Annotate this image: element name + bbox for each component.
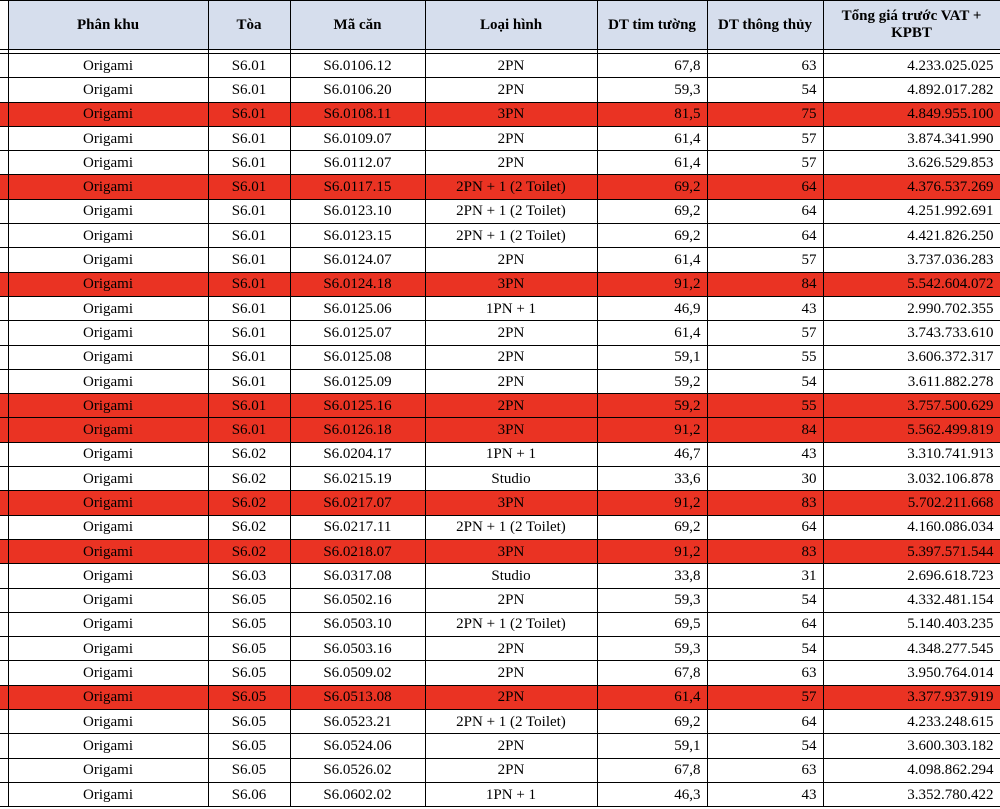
cell-price: 3.377.937.919	[823, 685, 1000, 709]
cell-type: 1PN + 1	[425, 442, 597, 466]
cell-unit: S6.0117.15	[290, 175, 425, 199]
row-gap-cell	[0, 612, 8, 636]
row-gap-cell	[0, 418, 8, 442]
cell-zone: Origami	[8, 78, 208, 102]
cell-tower: S6.02	[208, 442, 290, 466]
row-gap-cell	[0, 661, 8, 685]
cell-tower: S6.05	[208, 734, 290, 758]
cell-zone: Origami	[8, 782, 208, 806]
row-gap-cell	[0, 54, 8, 78]
cell-price: 5.397.571.544	[823, 539, 1000, 563]
cell-price: 5.542.604.072	[823, 272, 1000, 296]
row-gap-cell	[0, 467, 8, 491]
row-gap-cell	[0, 637, 8, 661]
row-gap-cell	[0, 782, 8, 806]
header-tower: Tòa	[208, 1, 290, 50]
cell-price: 3.743.733.610	[823, 321, 1000, 345]
cell-price: 2.990.702.355	[823, 296, 1000, 320]
row-gap-cell	[0, 272, 8, 296]
cell-zone: Origami	[8, 588, 208, 612]
cell-area-clear: 63	[707, 758, 823, 782]
cell-type: 2PN	[425, 248, 597, 272]
row-gap-cell	[0, 175, 8, 199]
cell-area-clear: 54	[707, 369, 823, 393]
cell-area-clear: 57	[707, 151, 823, 175]
cell-type: 1PN + 1	[425, 296, 597, 320]
table-row	[0, 394, 1000, 418]
table-row	[0, 102, 1000, 126]
cell-unit: S6.0523.21	[290, 710, 425, 734]
cell-area-wall: 67,8	[597, 758, 707, 782]
cell-price: 4.892.017.282	[823, 78, 1000, 102]
cell-unit: S6.0125.08	[290, 345, 425, 369]
cell-area-wall: 61,4	[597, 126, 707, 150]
cell-area-wall: 67,8	[597, 54, 707, 78]
cell-unit: S6.0503.16	[290, 637, 425, 661]
cell-zone: Origami	[8, 224, 208, 248]
cell-tower: S6.01	[208, 272, 290, 296]
cell-tower: S6.05	[208, 637, 290, 661]
cell-tower: S6.06	[208, 782, 290, 806]
cell-price: 3.310.741.913	[823, 442, 1000, 466]
table-row	[0, 442, 1000, 466]
cell-area-clear: 43	[707, 442, 823, 466]
header-gap-cell	[0, 1, 8, 50]
cell-area-wall: 91,2	[597, 539, 707, 563]
cell-area-wall: 69,2	[597, 199, 707, 223]
cell-unit: S6.0106.12	[290, 54, 425, 78]
cell-tower: S6.02	[208, 467, 290, 491]
row-gap-cell	[0, 515, 8, 539]
cell-area-wall: 59,3	[597, 588, 707, 612]
cell-area-clear: 75	[707, 102, 823, 126]
cell-area-wall: 59,3	[597, 78, 707, 102]
cell-area-wall: 46,9	[597, 296, 707, 320]
cell-unit: S6.0509.02	[290, 661, 425, 685]
cell-area-clear: 55	[707, 345, 823, 369]
cell-price: 5.562.499.819	[823, 418, 1000, 442]
table-row	[0, 296, 1000, 320]
cell-price: 4.251.992.691	[823, 199, 1000, 223]
cell-area-wall: 69,2	[597, 710, 707, 734]
cell-zone: Origami	[8, 467, 208, 491]
cell-area-clear: 54	[707, 637, 823, 661]
cell-unit: S6.0524.06	[290, 734, 425, 758]
cell-zone: Origami	[8, 248, 208, 272]
cell-type: 2PN	[425, 151, 597, 175]
cell-area-clear: 64	[707, 515, 823, 539]
cell-zone: Origami	[8, 515, 208, 539]
cell-price: 3.737.036.283	[823, 248, 1000, 272]
cell-tower: S6.01	[208, 126, 290, 150]
table-row	[0, 539, 1000, 563]
cell-unit: S6.0108.11	[290, 102, 425, 126]
cell-zone: Origami	[8, 296, 208, 320]
cell-area-clear: 30	[707, 467, 823, 491]
cell-area-wall: 59,1	[597, 345, 707, 369]
table-row	[0, 564, 1000, 588]
cell-type: 2PN	[425, 637, 597, 661]
row-gap-cell	[0, 224, 8, 248]
row-gap-cell	[0, 78, 8, 102]
cell-unit: S6.0215.19	[290, 467, 425, 491]
cell-type: 2PN	[425, 345, 597, 369]
cell-type: 2PN	[425, 685, 597, 709]
cell-tower: S6.05	[208, 661, 290, 685]
cell-price: 4.332.481.154	[823, 588, 1000, 612]
cell-unit: S6.0106.20	[290, 78, 425, 102]
cell-unit: S6.0123.15	[290, 224, 425, 248]
row-gap-cell	[0, 321, 8, 345]
cell-tower: S6.02	[208, 491, 290, 515]
row-gap-cell	[0, 685, 8, 709]
cell-zone: Origami	[8, 734, 208, 758]
cell-price: 4.849.955.100	[823, 102, 1000, 126]
cell-zone: Origami	[8, 394, 208, 418]
cell-area-clear: 57	[707, 685, 823, 709]
cell-area-wall: 59,3	[597, 637, 707, 661]
cell-area-wall: 33,8	[597, 564, 707, 588]
cell-type: 2PN	[425, 661, 597, 685]
cell-price: 3.874.341.990	[823, 126, 1000, 150]
cell-zone: Origami	[8, 199, 208, 223]
row-gap-cell	[0, 345, 8, 369]
cell-area-wall: 46,7	[597, 442, 707, 466]
row-gap-cell	[0, 758, 8, 782]
table-row	[0, 588, 1000, 612]
cell-type: 2PN	[425, 588, 597, 612]
cell-area-wall: 61,4	[597, 248, 707, 272]
cell-zone: Origami	[8, 418, 208, 442]
cell-price: 3.626.529.853	[823, 151, 1000, 175]
cell-tower: S6.05	[208, 710, 290, 734]
cell-area-wall: 91,2	[597, 418, 707, 442]
cell-area-clear: 54	[707, 588, 823, 612]
table-row	[0, 175, 1000, 199]
cell-price: 4.233.025.025	[823, 54, 1000, 78]
table-row	[0, 126, 1000, 150]
cell-area-wall: 69,2	[597, 175, 707, 199]
cell-area-wall: 91,2	[597, 272, 707, 296]
table-row	[0, 758, 1000, 782]
cell-type: 3PN	[425, 491, 597, 515]
row-gap-cell	[0, 102, 8, 126]
table-row	[0, 612, 1000, 636]
table-row	[0, 345, 1000, 369]
table-row	[0, 734, 1000, 758]
cell-zone: Origami	[8, 126, 208, 150]
cell-area-clear: 64	[707, 199, 823, 223]
cell-area-wall: 46,3	[597, 782, 707, 806]
cell-area-clear: 57	[707, 321, 823, 345]
cell-price: 3.757.500.629	[823, 394, 1000, 418]
cell-unit: S6.0123.10	[290, 199, 425, 223]
cell-area-clear: 43	[707, 782, 823, 806]
cell-zone: Origami	[8, 661, 208, 685]
table-row	[0, 710, 1000, 734]
cell-type: Studio	[425, 564, 597, 588]
cell-price: 5.140.403.235	[823, 612, 1000, 636]
cell-area-wall: 59,2	[597, 369, 707, 393]
row-gap-cell	[0, 588, 8, 612]
table-row	[0, 199, 1000, 223]
row-gap-cell	[0, 734, 8, 758]
cell-type: 2PN + 1 (2 Toilet)	[425, 224, 597, 248]
table-row	[0, 54, 1000, 78]
cell-unit: S6.0513.08	[290, 685, 425, 709]
cell-unit: S6.0502.16	[290, 588, 425, 612]
cell-area-clear: 83	[707, 539, 823, 563]
cell-zone: Origami	[8, 685, 208, 709]
cell-tower: S6.01	[208, 102, 290, 126]
cell-unit: S6.0109.07	[290, 126, 425, 150]
cell-tower: S6.01	[208, 199, 290, 223]
row-gap-cell	[0, 539, 8, 563]
cell-type: 2PN	[425, 78, 597, 102]
cell-area-clear: 63	[707, 54, 823, 78]
cell-tower: S6.01	[208, 151, 290, 175]
table-row	[0, 467, 1000, 491]
table-row	[0, 782, 1000, 806]
cell-tower: S6.01	[208, 54, 290, 78]
cell-price: 2.696.618.723	[823, 564, 1000, 588]
cell-area-clear: 63	[707, 661, 823, 685]
cell-type: 2PN	[425, 369, 597, 393]
cell-unit: S6.0317.08	[290, 564, 425, 588]
row-gap-cell	[0, 491, 8, 515]
cell-tower: S6.01	[208, 418, 290, 442]
cell-zone: Origami	[8, 564, 208, 588]
cell-price: 3.352.780.422	[823, 782, 1000, 806]
cell-area-clear: 84	[707, 418, 823, 442]
cell-tower: S6.01	[208, 394, 290, 418]
table-row	[0, 321, 1000, 345]
table-row	[0, 637, 1000, 661]
cell-area-clear: 64	[707, 612, 823, 636]
cell-tower: S6.01	[208, 345, 290, 369]
row-gap-cell	[0, 394, 8, 418]
cell-zone: Origami	[8, 272, 208, 296]
header-row	[0, 1, 1000, 50]
row-gap-cell	[0, 199, 8, 223]
cell-zone: Origami	[8, 612, 208, 636]
row-gap-cell	[0, 296, 8, 320]
table-row	[0, 151, 1000, 175]
row-gap-cell	[0, 710, 8, 734]
cell-zone: Origami	[8, 345, 208, 369]
cell-area-clear: 57	[707, 126, 823, 150]
header-price: Tổng giá trước VAT + KPBT	[823, 1, 1000, 50]
cell-area-wall: 61,4	[597, 685, 707, 709]
row-gap-cell	[0, 248, 8, 272]
table-row	[0, 78, 1000, 102]
cell-tower: S6.01	[208, 321, 290, 345]
cell-area-wall: 91,2	[597, 491, 707, 515]
table-row	[0, 272, 1000, 296]
cell-zone: Origami	[8, 54, 208, 78]
cell-zone: Origami	[8, 102, 208, 126]
cell-zone: Origami	[8, 637, 208, 661]
cell-area-clear: 54	[707, 734, 823, 758]
cell-area-wall: 69,2	[597, 224, 707, 248]
cell-price: 3.606.372.317	[823, 345, 1000, 369]
cell-price: 4.233.248.615	[823, 710, 1000, 734]
cell-zone: Origami	[8, 758, 208, 782]
cell-price: 3.600.303.182	[823, 734, 1000, 758]
row-gap-cell	[0, 369, 8, 393]
cell-unit: S6.0503.10	[290, 612, 425, 636]
table-row	[0, 418, 1000, 442]
cell-price: 4.376.537.269	[823, 175, 1000, 199]
cell-unit: S6.0218.07	[290, 539, 425, 563]
cell-area-wall: 59,1	[597, 734, 707, 758]
cell-area-wall: 67,8	[597, 661, 707, 685]
cell-type: 2PN	[425, 758, 597, 782]
cell-type: 2PN + 1 (2 Toilet)	[425, 515, 597, 539]
table-row	[0, 369, 1000, 393]
row-gap-cell	[0, 151, 8, 175]
cell-type: 1PN + 1	[425, 782, 597, 806]
cell-unit: S6.0526.02	[290, 758, 425, 782]
cell-zone: Origami	[8, 539, 208, 563]
cell-area-clear: 43	[707, 296, 823, 320]
cell-area-wall: 69,5	[597, 612, 707, 636]
header-unit: Mã căn	[290, 1, 425, 50]
cell-zone: Origami	[8, 151, 208, 175]
cell-type: 2PN	[425, 394, 597, 418]
cell-tower: S6.01	[208, 369, 290, 393]
cell-unit: S6.0124.18	[290, 272, 425, 296]
cell-unit: S6.0217.07	[290, 491, 425, 515]
cell-price: 4.348.277.545	[823, 637, 1000, 661]
cell-unit: S6.0124.07	[290, 248, 425, 272]
cell-type: Studio	[425, 467, 597, 491]
cell-zone: Origami	[8, 175, 208, 199]
row-gap-cell	[0, 564, 8, 588]
cell-type: 3PN	[425, 102, 597, 126]
cell-tower: S6.01	[208, 248, 290, 272]
cell-price: 4.421.826.250	[823, 224, 1000, 248]
cell-type: 2PN	[425, 734, 597, 758]
cell-price: 3.032.106.878	[823, 467, 1000, 491]
table-row	[0, 248, 1000, 272]
cell-unit: S6.0125.16	[290, 394, 425, 418]
cell-unit: S6.0217.11	[290, 515, 425, 539]
cell-area-clear: 55	[707, 394, 823, 418]
header-zone: Phân khu	[8, 1, 208, 50]
cell-area-wall: 81,5	[597, 102, 707, 126]
cell-unit: S6.0112.07	[290, 151, 425, 175]
cell-type: 2PN	[425, 54, 597, 78]
cell-tower: S6.05	[208, 758, 290, 782]
cell-area-clear: 64	[707, 710, 823, 734]
cell-unit: S6.0602.02	[290, 782, 425, 806]
table-row	[0, 661, 1000, 685]
cell-price: 3.611.882.278	[823, 369, 1000, 393]
cell-unit: S6.0204.17	[290, 442, 425, 466]
cell-type: 2PN + 1 (2 Toilet)	[425, 612, 597, 636]
table-row	[0, 515, 1000, 539]
cell-area-clear: 64	[707, 175, 823, 199]
cell-area-clear: 54	[707, 78, 823, 102]
cell-price: 4.160.086.034	[823, 515, 1000, 539]
cell-unit: S6.0126.18	[290, 418, 425, 442]
cell-unit: S6.0125.07	[290, 321, 425, 345]
cell-unit: S6.0125.09	[290, 369, 425, 393]
cell-type: 3PN	[425, 272, 597, 296]
cell-tower: S6.05	[208, 588, 290, 612]
cell-area-wall: 59,2	[597, 394, 707, 418]
cell-tower: S6.01	[208, 175, 290, 199]
cell-price: 5.702.211.668	[823, 491, 1000, 515]
header-type: Loại hình	[425, 1, 597, 50]
cell-type: 2PN + 1 (2 Toilet)	[425, 199, 597, 223]
cell-type: 2PN	[425, 126, 597, 150]
cell-zone: Origami	[8, 442, 208, 466]
table-body	[0, 50, 1000, 807]
cell-zone: Origami	[8, 710, 208, 734]
cell-zone: Origami	[8, 491, 208, 515]
cell-price: 3.950.764.014	[823, 661, 1000, 685]
cell-zone: Origami	[8, 369, 208, 393]
header-area-wall: DT tim tường	[597, 1, 707, 50]
cell-tower: S6.01	[208, 78, 290, 102]
row-gap-cell	[0, 442, 8, 466]
cell-type: 3PN	[425, 418, 597, 442]
cell-tower: S6.03	[208, 564, 290, 588]
row-gap-cell	[0, 126, 8, 150]
cell-area-wall: 61,4	[597, 151, 707, 175]
table-row	[0, 491, 1000, 515]
cell-type: 2PN + 1 (2 Toilet)	[425, 710, 597, 734]
cell-area-wall: 61,4	[597, 321, 707, 345]
cell-tower: S6.01	[208, 224, 290, 248]
cell-tower: S6.05	[208, 685, 290, 709]
cell-area-clear: 31	[707, 564, 823, 588]
header-area-clear: DT thông thủy	[707, 1, 823, 50]
table-row	[0, 224, 1000, 248]
cell-tower: S6.02	[208, 539, 290, 563]
cell-tower: S6.02	[208, 515, 290, 539]
cell-type: 2PN + 1 (2 Toilet)	[425, 175, 597, 199]
cell-area-clear: 64	[707, 224, 823, 248]
table-row	[0, 685, 1000, 709]
cell-area-wall: 69,2	[597, 515, 707, 539]
cell-tower: S6.01	[208, 296, 290, 320]
cell-unit: S6.0125.06	[290, 296, 425, 320]
cell-area-wall: 33,6	[597, 467, 707, 491]
cell-area-clear: 57	[707, 248, 823, 272]
cell-type: 2PN	[425, 321, 597, 345]
cell-area-clear: 83	[707, 491, 823, 515]
cell-zone: Origami	[8, 321, 208, 345]
cell-tower: S6.05	[208, 612, 290, 636]
cell-price: 4.098.862.294	[823, 758, 1000, 782]
cell-area-clear: 84	[707, 272, 823, 296]
cell-type: 3PN	[425, 539, 597, 563]
